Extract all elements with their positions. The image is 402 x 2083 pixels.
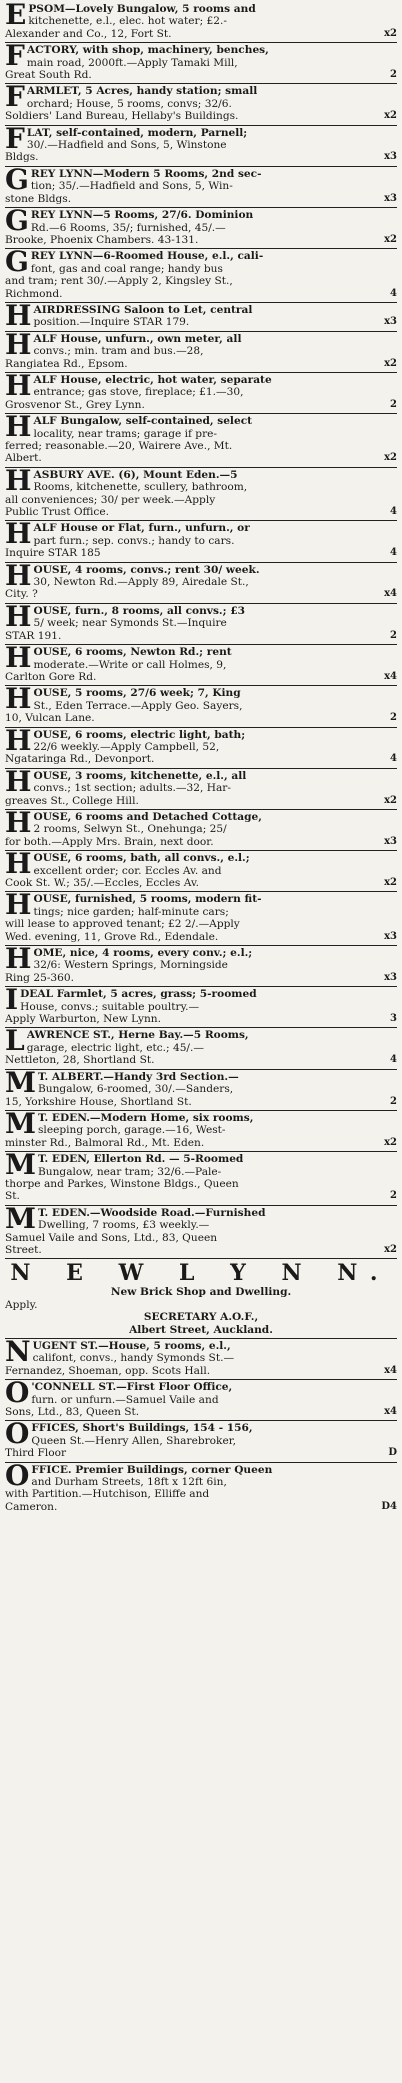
ad-line: Bldgs. — [5, 151, 39, 164]
ad-ref-code: 4 — [390, 1054, 397, 1066]
ad-line: entrance; gas stove, fireplace; £1.—30, — [33, 386, 244, 399]
drop-cap: H — [5, 847, 32, 881]
ad-line: St. — [5, 1190, 20, 1203]
ad-line: Great South Rd. — [5, 69, 92, 82]
ad-line: House, convs.; suitable poultry.— — [20, 1000, 200, 1013]
classified-ad — [5, 327, 397, 373]
ad-line: ALF House, unfurn., own meter, all — [33, 332, 242, 345]
ad-line: OUSE, furn., 8 rooms, all convs.; £3 — [33, 604, 245, 617]
drop-cap: E — [5, 0, 27, 31]
drop-cap: G — [5, 204, 29, 238]
ad-line: Bungalow, 6-roomed, 30/.—Sanders, — [38, 1083, 234, 1096]
classified-ad — [5, 80, 397, 125]
ad-line: OUSE, 4 rooms, convs.; rent 30/ week. — [33, 563, 260, 576]
drop-cap: H — [5, 368, 32, 402]
ad-line: Third Floor — [5, 1447, 67, 1460]
ad-line: Queen St.—Henry Allen, Sharebroker, — [31, 1434, 237, 1447]
classified-ad — [5, 298, 397, 332]
ad-line: OUSE, 5 rooms, 27/6 week; 7, King — [33, 687, 241, 700]
drop-cap: H — [5, 463, 32, 497]
ad-line: 'CONNELL ST.—First Floor Office, — [31, 1381, 233, 1394]
classified-ad — [5, 1335, 397, 1380]
classified-ad — [5, 682, 397, 727]
ad-line: Albert Street, Auckland. — [129, 1323, 273, 1336]
ad-line: DEAL Farmlet, 5 acres, grass; 5-roomed — [20, 988, 257, 1001]
ad-line: excellent order; cor. Eccles Av. and — [33, 864, 222, 877]
ad-line: convs.; min. tram and bus.—28, — [33, 345, 204, 358]
ad-line: T. EDEN.—Modern Home, six rooms, — [38, 1111, 254, 1124]
ad-ref-code: x4 — [384, 1364, 397, 1376]
classified-ad — [5, 983, 397, 1028]
ad-line: greaves St., College Hill. — [5, 794, 139, 807]
drop-cap: G — [5, 245, 29, 279]
drop-cap: H — [5, 641, 32, 675]
ad-line: OUSE, 6 rooms and Detached Cottage, — [33, 810, 262, 823]
ad-line: all conveniences; 30/ per week.—Apply — [5, 493, 216, 506]
drop-cap: O — [5, 1417, 30, 1451]
ad-ref-code: 2 — [390, 398, 397, 410]
ad-ref-code: 4 — [390, 547, 397, 559]
ad-line: LAT, self-contained, modern, Parnell; — [26, 126, 248, 139]
drop-cap: H — [5, 599, 32, 633]
ad-line: Dwelling, 7 rooms, £3 weekly.— — [38, 1219, 210, 1232]
ad-line: REY LYNN—6-Roomed House, e.l., cali- — [30, 250, 264, 263]
classified-ad — [5, 410, 397, 468]
ad-ref-code: x4 — [384, 588, 397, 600]
classified-ad — [5, 641, 397, 686]
classified-ad — [5, 1106, 397, 1152]
drop-cap: G — [5, 162, 29, 196]
ad-line: 5/ week; near Symonds St.—Inquire — [33, 617, 227, 630]
ad-line: 32/6: Western Springs, Morningside — [33, 959, 228, 972]
ad-line: garage, electric light, etc.; 45/.— — [26, 1041, 204, 1054]
ad-line: Samuel Vaile and Sons, Ltd., 83, Queen — [5, 1231, 218, 1244]
ad-line: Carlton Gore Rd. — [5, 670, 97, 683]
ad-line: main road, 2000ft.—Apply Tamaki Mill, — [26, 56, 238, 69]
ad-line: UGENT ST.—House, 5 rooms, e.l., — [32, 1340, 231, 1352]
ad-line: Nettleton, 28, Shortland St. — [5, 1054, 155, 1067]
ad-line: Cook St. W.; 35/.—Eccles, Eccles Av. — [5, 877, 200, 889]
ad-line: Wed. evening, 11, Grove Rd., Edendale. — [5, 930, 219, 943]
ad-line: Fernandez, Shoeman, opp. Scots Hall. — [5, 1364, 211, 1377]
drop-cap: M — [5, 1065, 36, 1099]
ad-line: califont, convs., handy Symonds St.— — [32, 1352, 235, 1365]
drop-cap: F — [5, 121, 25, 155]
ad-ref-code: x4 — [384, 670, 397, 682]
drop-cap: M — [5, 1106, 36, 1140]
ad-ref-code: x2 — [384, 794, 397, 806]
ad-line: OUSE, furnished, 5 rooms, modern fit- — [33, 893, 262, 906]
ad-ref-code: 3 — [390, 1013, 397, 1025]
drop-cap: H — [5, 723, 32, 757]
ad-line: STAR 191. — [5, 629, 62, 642]
ad-ref-code: 2 — [390, 629, 397, 641]
ad-line: REY LYNN—5 Rooms, 27/6. Dominion — [30, 209, 254, 222]
ad-line: OUSE, 6 rooms, bath, all convs., e.l.; — [33, 852, 250, 865]
drop-cap: O — [5, 1376, 30, 1410]
drop-cap: H — [5, 682, 32, 716]
ad-ref-code: 2 — [390, 69, 397, 81]
drop-cap: H — [5, 942, 32, 976]
ad-line: FFICES, Short's Buildings, 154 - 156, — [31, 1422, 253, 1435]
ad-line: 15, Yorkshire House, Shortland St. — [5, 1095, 192, 1108]
drop-cap: M — [5, 1201, 36, 1235]
ad-ref-code: x2 — [384, 27, 397, 39]
ad-line: AWRENCE ST., Herne Bay.—5 Rooms, — [26, 1029, 249, 1042]
ad-ref-code: x2 — [384, 357, 397, 369]
ad-line: 10, Vulcan Lane. — [5, 712, 95, 725]
ad-line: 2 rooms, Selwyn St., Onehunga; 25/ — [33, 823, 227, 836]
drop-cap: O — [5, 1458, 30, 1492]
ad-line: convs.; 1st section; adults.—32, Har- — [33, 782, 231, 795]
ad-line: locality, near trams; garage if pre- — [33, 427, 217, 440]
classified-ad — [5, 942, 397, 987]
ad-ref-code: 4 — [390, 287, 397, 299]
ad-line: part furn.; sep. convs.; handy to cars. — [33, 534, 235, 547]
ad-line: Street. — [5, 1243, 42, 1256]
drop-cap: H — [5, 888, 32, 922]
ad-line: ACTORY, with shop, machinery, benches, — [26, 44, 269, 57]
ad-line: orchard; House, 5 rooms, convs; 32/6. — [26, 97, 232, 110]
classified-ad — [5, 1065, 397, 1111]
ad-line: City. ? — [5, 588, 38, 601]
ad-line: and tram; rent 30/.—Apply 2, Kingsley St., — [5, 275, 233, 288]
classified-ad — [5, 888, 397, 946]
ad-ref-code: x3 — [384, 835, 397, 847]
classified-ad — [5, 517, 397, 562]
ad-ref-code: x2 — [384, 1243, 397, 1255]
ad-line: Rd.—6 Rooms, 35/; furnished, 45/.— — [30, 221, 226, 234]
classified-ad — [5, 1458, 397, 1516]
classified-ad — [5, 245, 397, 303]
ad-ref-code: 4 — [390, 506, 397, 518]
ad-line: minster Rd., Balmoral Rd., Mt. Eden. — [5, 1136, 205, 1149]
ad-line: OUSE, 6 rooms, electric light, bath; — [33, 728, 246, 741]
ad-line: Apply Warburton, New Lynn. — [5, 1013, 161, 1026]
ad-line: Brooke, Phoenix Chambers. 43-131. — [5, 233, 199, 246]
ad-ref-code: 2 — [390, 1095, 397, 1107]
ad-line: Cameron. — [5, 1500, 58, 1513]
drop-cap: F — [5, 39, 25, 73]
ad-ref-code: 2 — [390, 712, 397, 724]
ad-line: moderate.—Write or call Holmes, 9, — [33, 658, 227, 671]
ad-ref-code: x2 — [384, 233, 397, 245]
ad-line: OUSE, 6 rooms, Newton Rd.; rent — [33, 646, 232, 659]
classified-ad — [5, 1417, 397, 1462]
drop-cap: H — [5, 298, 32, 332]
ad-heading: N E W L Y N N. — [10, 1260, 392, 1287]
ad-line: T. EDEN.—Woodside Road.—Furnished — [38, 1206, 266, 1219]
ad-line: 30/.—Hadfield and Sons, 5, Winstone — [26, 139, 227, 152]
drop-cap: H — [5, 410, 32, 444]
ad-line: Soldiers' Land Bureau, Hellaby's Buildings. — [5, 110, 239, 123]
classified-ad — [5, 599, 397, 645]
classified-ad — [5, 368, 397, 414]
ad-line: Alexander and Co., 12, Fort St. — [5, 27, 172, 40]
ad-line: tings; nice garden; half-minute cars; — [33, 905, 229, 918]
classified-ad — [5, 805, 397, 851]
ad-line: Apply. — [5, 1298, 38, 1311]
ad-line: Inquire STAR 185 — [5, 547, 101, 560]
classified-ad — [5, 1024, 397, 1069]
ad-line: Ring 25-360. — [5, 971, 74, 984]
ad-line: AIRDRESSING Saloon to Let, central — [33, 303, 253, 316]
ad-line: ARMLET, 5 Acres, handy station; small — [26, 85, 258, 98]
classified-ad — [5, 1148, 397, 1206]
drop-cap: H — [5, 764, 32, 798]
ad-line: Public Trust Office. — [5, 506, 109, 519]
ad-line: OME, nice, 4 rooms, every conv.; e.l.; — [33, 947, 253, 960]
ad-line: ALF Bungalow, self-contained, select — [33, 415, 253, 428]
classified-ad — [5, 847, 397, 892]
ad-line: T. EDEN, Ellerton Rd. — 5-Roomed — [38, 1153, 244, 1166]
ad-ref-code: x3 — [384, 930, 397, 942]
ad-line: tion; 35/.—Hadfield and Sons, 5, Win- — [30, 180, 233, 193]
ad-line: ASBURY AVE. (6), Mount Eden.—5 — [33, 468, 238, 481]
classified-ad — [5, 121, 397, 167]
ad-line: Ngataringa Rd., Devonport. — [5, 753, 155, 766]
ad-line: stone Bldgs. — [5, 192, 72, 205]
drop-cap: I — [5, 983, 19, 1017]
ad-ref-code: x4 — [384, 1406, 397, 1418]
ad-line: font, gas and coal range; handy bus — [30, 262, 223, 275]
ad-line: 30, Newton Rd.—Apply 89, Airedale St., — [33, 576, 249, 589]
ad-line: for both.—Apply Mrs. Brain, next door. — [5, 835, 214, 848]
ad-line: OUSE, 3 rooms, kitchenette, e.l., all — [33, 769, 247, 782]
ad-ref-code: x2 — [384, 110, 397, 122]
ad-line: sleeping porch, garage.—16, West- — [38, 1124, 226, 1137]
ad-line: REY LYNN—Modern 5 Rooms, 2nd sec- — [30, 167, 262, 180]
ad-ref-code: x3 — [384, 971, 397, 983]
ad-line: Albert. — [5, 452, 42, 465]
ad-line: with Partition.—Hutchison, Elliffe and — [5, 1488, 210, 1501]
classified-ad — [5, 764, 397, 810]
ad-line: T. ALBERT.—Handy 3rd Section.— — [38, 1070, 239, 1083]
ad-ref-code: x3 — [384, 192, 397, 204]
drop-cap: H — [5, 517, 32, 551]
ad-line: ALF House, electric, hot water, separate — [33, 373, 272, 386]
classified-ad — [5, 1259, 397, 1339]
ad-line: 22/6 weekly.—Apply Campbell, 52, — [33, 740, 220, 753]
classified-ad — [5, 723, 397, 769]
ad-ref-code: x2 — [384, 1136, 397, 1148]
drop-cap: L — [5, 1024, 25, 1058]
ad-ref-code: 4 — [390, 753, 397, 765]
ad-line: thorpe and Parkes, Winstone Bldgs., Queen — [5, 1177, 239, 1190]
ad-line: will lease to approved tenant; £2 2/.—Apply — [5, 918, 240, 931]
ad-line: FFICE. Premier Buildings, corner Queen — [31, 1463, 273, 1476]
classified-ad — [5, 162, 397, 208]
ad-line: furn. or unfurn.—Samuel Vaile and — [31, 1393, 219, 1406]
ad-line: Rooms, kitchenette, scullery, bathroom, — [33, 481, 248, 494]
ad-line: position.—Inquire STAR 179. — [33, 316, 190, 329]
ad-ref-code: x2 — [384, 877, 397, 888]
ad-line: Grosvenor St., Grey Lynn. — [5, 398, 145, 411]
classified-ad — [5, 2, 397, 43]
ad-ref-code: 2 — [390, 1190, 397, 1202]
drop-cap: H — [5, 558, 32, 592]
ad-line: St., Eden Terrace.—Apply Geo. Sayers, — [33, 699, 243, 712]
ad-line: kitchenette, e.l., elec. hot water; £2.- — [28, 15, 227, 28]
ad-ref-code: D4 — [381, 1500, 397, 1512]
ad-line: ALF House or Flat, furn., unfurn., or — [33, 522, 250, 535]
classified-ad — [5, 204, 397, 249]
ad-ref-code: x2 — [384, 452, 397, 464]
ad-line: Richmond. — [5, 287, 63, 300]
ad-line: Bungalow, near tram; 32/6.—Pale- — [38, 1165, 222, 1178]
drop-cap: F — [5, 80, 25, 114]
ad-line: and Durham Streets, 18ft x 12ft 6in, — [31, 1476, 227, 1489]
drop-cap: H — [5, 327, 32, 361]
drop-cap: H — [5, 805, 32, 839]
classified-ad — [5, 39, 397, 84]
drop-cap: M — [5, 1148, 36, 1182]
classified-ad — [5, 1201, 397, 1260]
classified-ad — [5, 463, 397, 522]
ad-line: Sons, Ltd., 83, Queen St. — [5, 1406, 140, 1419]
ad-line: ferred; reasonable.—20, Wairere Ave., Mt. — [5, 440, 233, 452]
ad-ref-code: x3 — [384, 316, 397, 328]
ad-line: SECRETARY A.O.F., — [143, 1311, 259, 1324]
ad-ref-code: x3 — [384, 151, 397, 163]
ad-line: Rangiatea Rd., Epsom. — [5, 357, 128, 370]
drop-cap: N — [5, 1335, 31, 1368]
ad-ref-code: D — [388, 1447, 397, 1459]
ad-line: PSOM—Lovely Bungalow, 5 rooms and — [28, 3, 256, 15]
classified-ad — [5, 558, 397, 604]
ad-line: New Brick Shop and Dwelling. — [110, 1286, 292, 1299]
classified-ad — [5, 1376, 397, 1421]
